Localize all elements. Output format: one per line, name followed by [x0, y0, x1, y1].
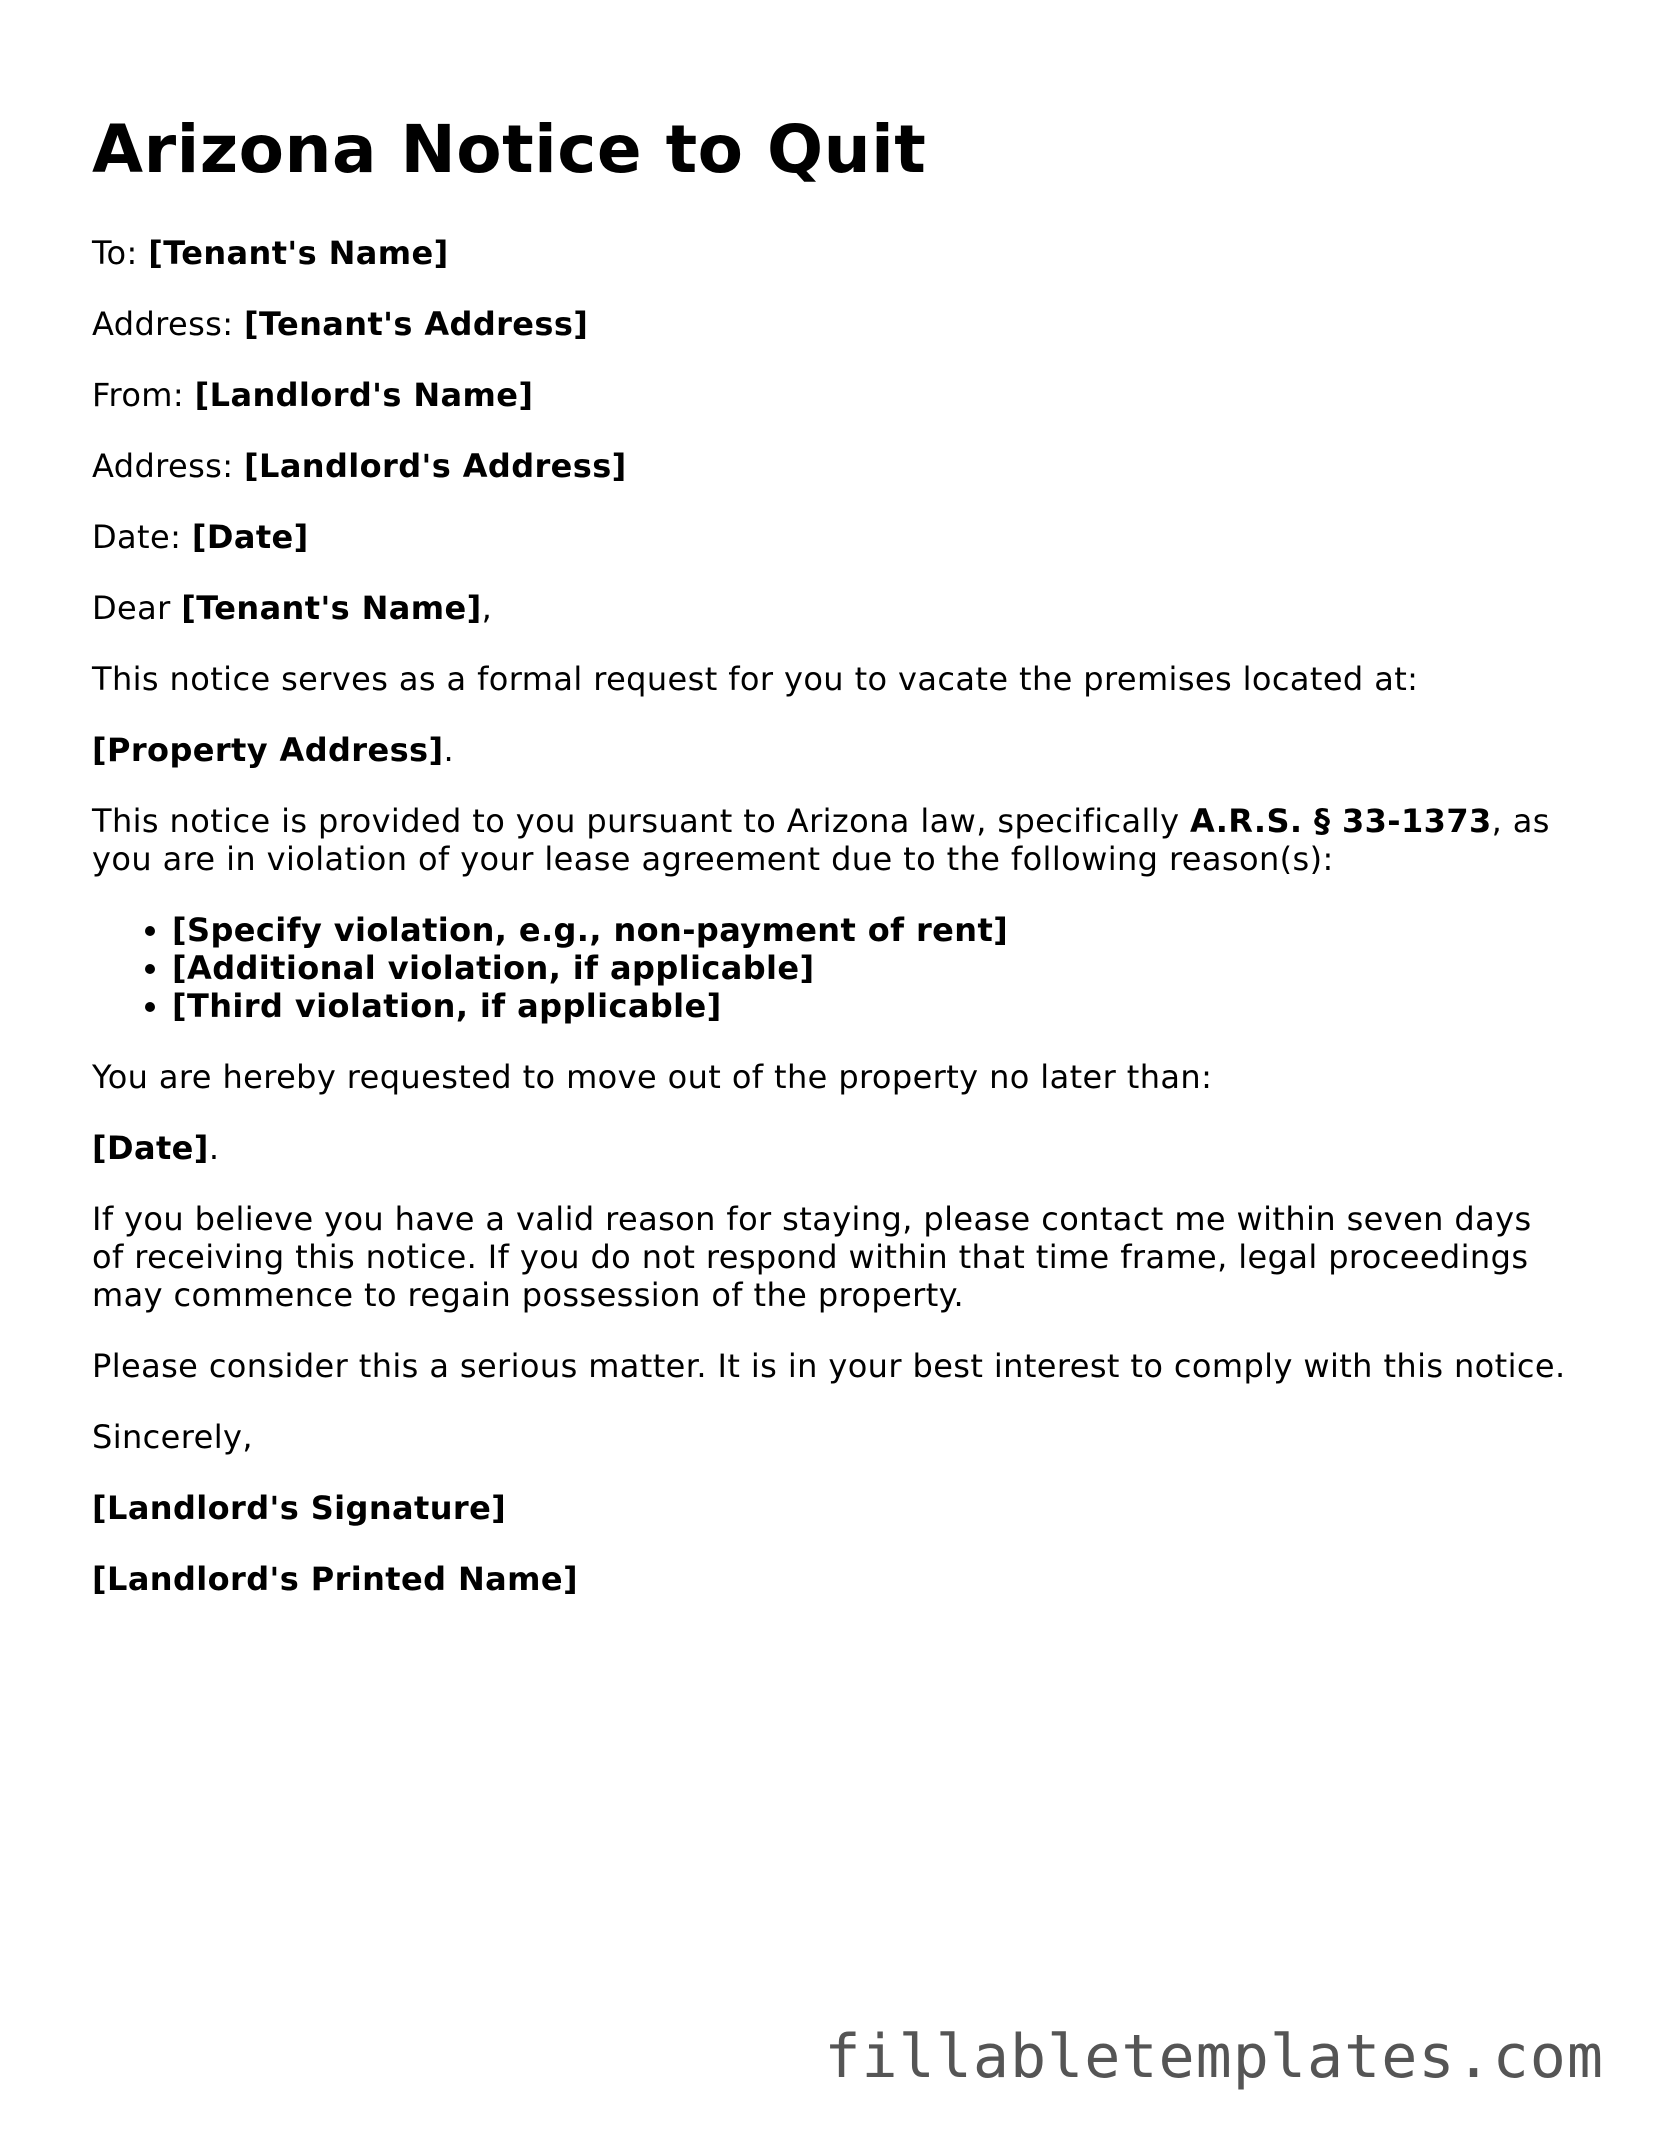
violations-list	[92, 911, 1572, 1025]
from-line	[92, 376, 1572, 414]
signature-field: [Landlord's Signature]	[92, 1489, 507, 1527]
date-label: Date:	[92, 518, 182, 556]
tenant-address-label: Address:	[92, 305, 234, 343]
to-line	[92, 234, 1572, 272]
tenant-address-line	[92, 305, 1572, 343]
watermark: fillabletemplates.com	[824, 2022, 1604, 2092]
landlord-address-line	[92, 447, 1572, 485]
statute-reference: A.R.S. § 33-1373	[1189, 802, 1492, 840]
from-label: From:	[92, 376, 185, 414]
move-out-date-line	[92, 1129, 1572, 1167]
landlord-address-label: Address:	[92, 447, 234, 485]
legal-text-after: , as you are in violation of your lease agreement due to the following reason(s):	[92, 802, 1550, 878]
intro-paragraph: This notice serves as a formal request for you to vacate the premises located at:	[92, 660, 1419, 698]
landlord-name-field: [Landlord's Name]	[194, 376, 534, 414]
move-out-date-suffix: .	[208, 1129, 220, 1167]
legal-text-before: This notice is provided to you pursuant to Arizona law, specifically	[92, 802, 1190, 840]
printed-name-field: [Landlord's Printed Name]	[92, 1560, 578, 1598]
page-title: Arizona Notice to Quit	[92, 111, 927, 188]
landlord-address-field: [Landlord's Address]	[244, 447, 627, 485]
signature-line	[92, 1489, 1572, 1527]
list-item-violation-3: • [Third violation, if applicable]	[172, 987, 1572, 1025]
document-page	[92, 110, 1572, 1631]
date-field: [Date]	[191, 518, 309, 556]
salutation-suffix: ,	[481, 589, 493, 627]
tenant-name-field: [Tenant's Name]	[148, 234, 449, 272]
property-address-field: [Property Address]	[92, 731, 444, 769]
contact-paragraph: If you believe you have a valid reason for staying, please contact me within seven days of receiving this notice. If you do not respond within that time frame, legal proceedings may commence to regain possession of the property.	[92, 1200, 1532, 1314]
move-out-paragraph: You are hereby requested to move out of the property no later than:	[92, 1058, 1213, 1096]
list-item-violation-2: • [Additional violation, if applicable]	[172, 949, 1572, 987]
move-out-date-field: [Date]	[92, 1129, 209, 1167]
closing: Sincerely,	[92, 1418, 253, 1456]
salutation	[92, 589, 1572, 627]
list-item-violation-1: • [Specify violation, e.g., non-payment of rent]	[172, 911, 1572, 949]
legal-paragraph	[92, 802, 1572, 878]
property-line	[92, 731, 1572, 769]
serious-paragraph: Please consider this a serious matter. It is in your best interest to comply with this notice.	[92, 1347, 1566, 1385]
salutation-tenant-name: [Tenant's Name]	[181, 589, 482, 627]
tenant-address-field: [Tenant's Address]	[244, 305, 589, 343]
to-label: To:	[92, 234, 138, 272]
printed-name-line	[92, 1560, 1572, 1598]
salutation-prefix: Dear	[92, 589, 171, 627]
date-line	[92, 518, 1572, 556]
property-suffix: .	[443, 731, 455, 769]
